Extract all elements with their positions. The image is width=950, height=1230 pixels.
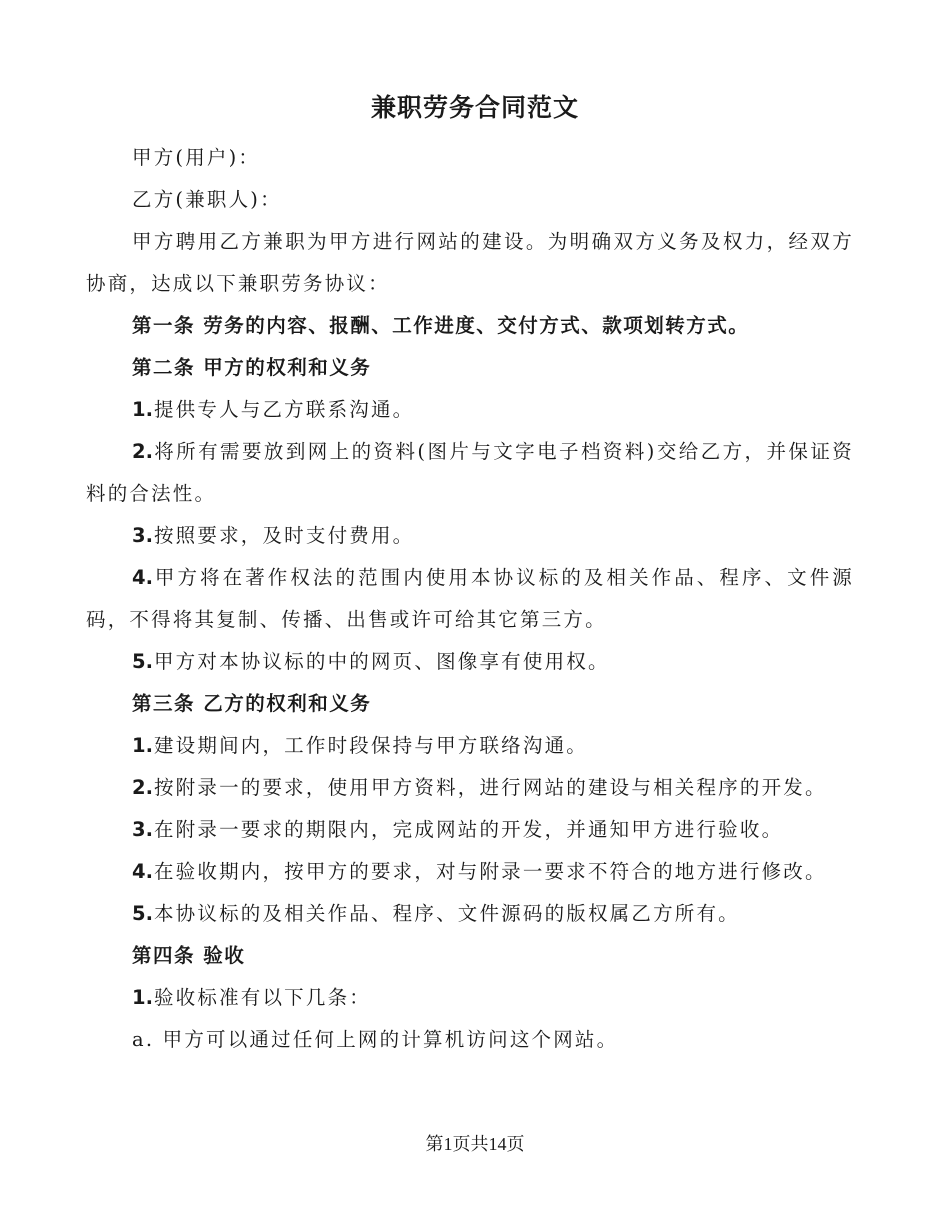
article-4-heading: 第四条 验收 [132, 944, 246, 967]
intro-paragraph: 甲方聘用乙方兼职为甲方进行网站的建设。为明确双方义务及权力，经双方协商，达成以下兼职劳务协议： [86, 230, 854, 295]
item-number: 3. [132, 818, 153, 841]
article-2-item-3: 3.按照要求，及时支付费用。 [132, 524, 415, 547]
item-number: 3. [132, 524, 153, 547]
article-3-item-4: 4.在验收期内，按甲方的要求，对与附录一要求不符合的地方进行修改。 [132, 860, 827, 883]
item-number: 1. [132, 734, 153, 757]
item-number: 2. [132, 776, 153, 799]
article-2-item-1: 1.提供专人与乙方联系沟通。 [132, 398, 415, 421]
item-number: 1. [132, 986, 153, 1009]
item-number: 5. [132, 902, 153, 925]
article-3-item-1: 1.建设期间内，工作时段保持与甲方联络沟通。 [132, 734, 588, 757]
article-1-heading: 第一条 劳务的内容、报酬、工作进度、交付方式、款项划转方式。 [132, 314, 750, 337]
article-4-item-1: 1.验收标准有以下几条： [132, 986, 371, 1009]
article-4-subitem-a: a. 甲方可以通过任何上网的计算机访问这个网站。 [132, 1028, 619, 1051]
article-3-heading: 第三条 乙方的权利和义务 [132, 692, 372, 715]
party-b-line: 乙方(兼职人)： [132, 188, 282, 211]
article-2-item-5: 5.甲方对本协议标的中的网页、图像享有使用权。 [132, 650, 610, 673]
item-number: 4. [132, 566, 153, 589]
item-number: 5. [132, 650, 153, 673]
document-body [86, 137, 854, 1061]
article-2-item-2: 2.将所有需要放到网上的资料(图片与文字电子档资料)交给乙方，并保证资料的合法性。 [86, 440, 854, 505]
item-number: 4. [132, 860, 153, 883]
article-3-item-2: 2.按附录一的要求，使用甲方资料，进行网站的建设与相关程序的开发。 [132, 776, 827, 799]
item-number: 2. [132, 440, 153, 463]
document-title: 兼职劳务合同范文 [370, 93, 579, 122]
party-a-line: 甲方(用户)： [132, 146, 261, 169]
article-3-item-3: 3.在附录一要求的期限内，完成网站的开发，并通知甲方进行验收。 [132, 818, 784, 841]
article-2-item-4: 4.甲方将在著作权法的范围内使用本协议标的及相关作品、程序、文件源码，不得将其复制、传播、出售或许可给其它第三方。 [86, 566, 854, 631]
article-2-heading: 第二条 甲方的权利和义务 [132, 356, 372, 379]
item-number: 1. [132, 398, 153, 421]
page-footer: 第1页共14页 [425, 1134, 525, 1154]
article-3-item-5: 5.本协议标的及相关作品、程序、文件源码的版权属乙方所有。 [132, 902, 740, 925]
